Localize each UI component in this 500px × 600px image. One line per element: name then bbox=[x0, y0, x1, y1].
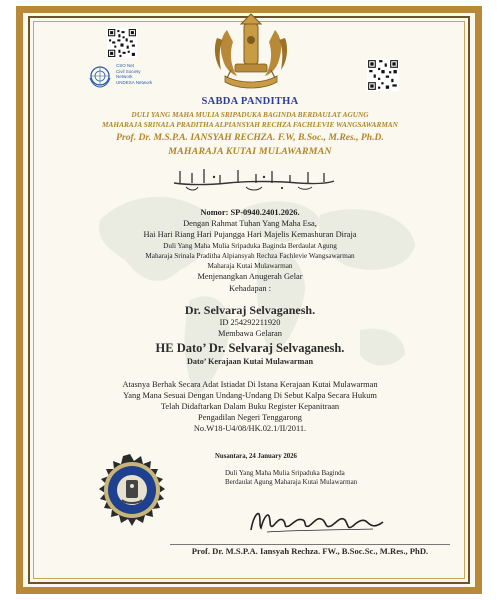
un-badge-line: CSO Net bbox=[116, 63, 135, 68]
un-cso-badge bbox=[116, 63, 176, 85]
handwritten-signature bbox=[247, 508, 387, 534]
nomor-number: Nomor: SP-0940.2401.2026. bbox=[200, 208, 300, 217]
footer-line: Duli Yang Maha Mulia Sripaduka Baginda bbox=[225, 469, 345, 477]
royal-crest-icon bbox=[207, 10, 295, 92]
recipient-name: Dr. Selvaraj Selvaganesh. bbox=[184, 303, 316, 317]
un-badge-line: Civil Society bbox=[116, 68, 141, 74]
body-line: Duli Yang Maha Mulia Sripaduka Baginda Berdaulat Agung bbox=[163, 242, 337, 250]
body-line: Menjenangkan Anugerah Gelar bbox=[197, 272, 303, 281]
recipient-title: HE Dato’ Dr. Selvaraj Selvaganesh. bbox=[155, 341, 345, 355]
body-paragraph-line: Yang Mana Sesuai Dengan Undang-Undang Di Sebut Kalpa Secara Hukum bbox=[123, 391, 377, 400]
un-emblem-icon bbox=[88, 64, 112, 88]
issue-date: Nusantara, 24 January 2026 bbox=[215, 453, 297, 460]
footer-line: Berdaulat Agung Maharaja Kutai Mulawarman bbox=[225, 478, 358, 486]
body-line: Kehadapan : bbox=[228, 284, 272, 293]
header-line-3: Prof. Dr. M.S.P.A. IANSYAH RECHZA. F.W, B.Soc., M.Res., Ph.D. bbox=[116, 132, 384, 143]
qr-code-icon bbox=[367, 59, 399, 91]
qr-code-icon bbox=[107, 28, 137, 58]
signature-rule bbox=[170, 544, 450, 545]
un-badge-line: UNDESA Network bbox=[116, 79, 153, 85]
header-line-2: MAHARAJA SRINALA PRADITHA ALPIANSYAH RECHZA FACHLEVIE WANGSAWARMAN bbox=[102, 120, 398, 129]
arabic-calligraphy-icon bbox=[168, 163, 338, 193]
body-paragraph-line: Telah Didaftarkan Dalam Buku Register Kepanitraan bbox=[160, 402, 340, 411]
un-badge-line: Network bbox=[116, 74, 133, 80]
official-seal-icon bbox=[88, 453, 172, 537]
body-paragraph-line: Pengadilan Negeri Tenggarong bbox=[198, 413, 302, 422]
certificate-title: SABDA PANDITHA bbox=[201, 96, 299, 107]
recipient-id: ID 254292211920 bbox=[219, 318, 281, 327]
header-line-4: MAHARAJA KUTAI MULAWARMAN bbox=[168, 146, 332, 157]
header-line-1: DULI YANG MAHA MULIA SRIPADUKA BAGINDA BERDAULAT AGUNG bbox=[131, 110, 369, 119]
title-description: Dato’ Kerajaan Kutai Mulawarman bbox=[186, 357, 314, 366]
registration-number: No.W18-U4/08/HK.02.1/II/2011. bbox=[193, 424, 307, 433]
body-line: Membawa Gelaran bbox=[218, 329, 282, 338]
signer-name: Prof. Dr. M.S.P.A. Iansyah Rechza. FW., B.Soc.Sc., M.Res., PhD. bbox=[191, 546, 429, 556]
body-line: Dengan Rahmat Tuhan Yang Maha Esa, bbox=[183, 219, 317, 228]
body-paragraph-line: Atasnya Berhak Secara Adat Istiadat Di Istana Kerajaan Kutai Mulawarman bbox=[122, 380, 378, 389]
body-line: Hai Hari Riang Hari Pujangga Hari Majelis Kemashuran Diraja bbox=[143, 230, 357, 239]
body-line: Maharaja Kutai Mulawarman bbox=[207, 262, 293, 270]
body-line: Maharaja Srinala Praditha Alpiansyah Rechza Fachlevie Wangsawarman bbox=[145, 252, 355, 260]
